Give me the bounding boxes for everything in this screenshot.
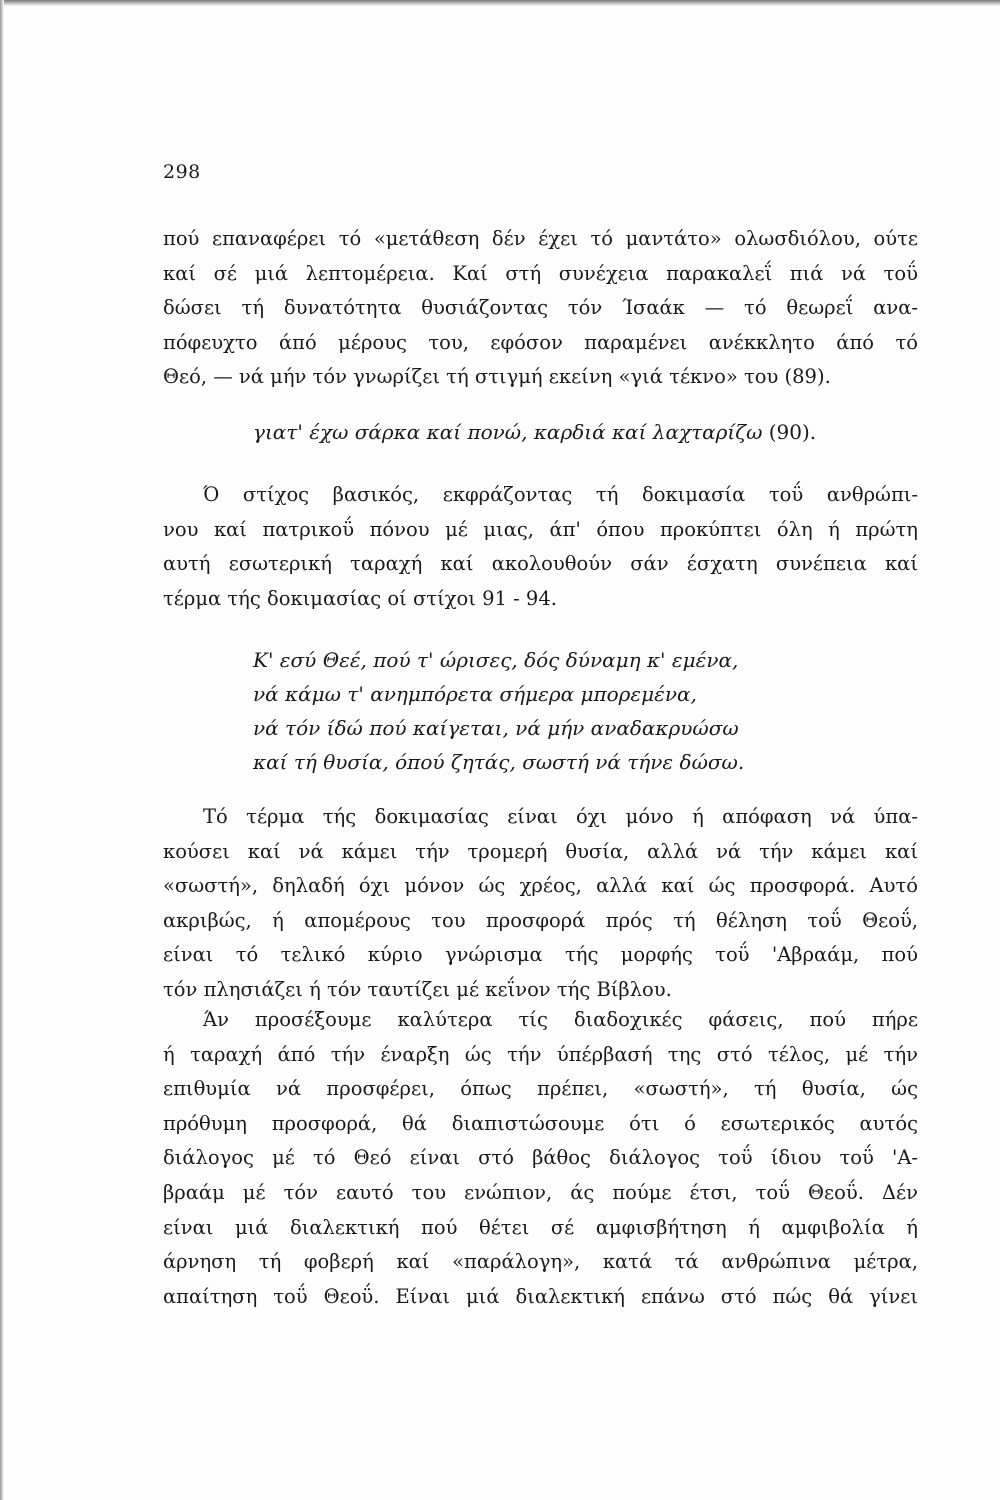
paragraph-3: [163, 800, 918, 1008]
page-left-edge: [0, 0, 4, 1500]
text-line: επιθυμία νά προσφέρει, όπως πρέπει, «σωστή», τή θυσία, ώς: [163, 1077, 918, 1101]
paragraph-4: [163, 1003, 918, 1314]
page-number: 298: [163, 161, 201, 183]
text-line: αυτή εσωτερική ταραχή καί ακολουθούν σάν έσχατη συνέπεια καί: [163, 552, 918, 576]
verse-line: Κ' εσύ Θεέ, πού τ' ώρισες, δός δύναμη κ' εμένα,: [253, 648, 739, 672]
text-line: διάλογος μέ τό Θεό είναι στό βάθος διάλογος τοΰ ίδιου τοΰ 'Α-: [163, 1146, 918, 1170]
text-line: απαίτηση τοΰ Θεοΰ. Είναι μιά διαλεκτική επάνω στό πώς θά γίνει: [163, 1284, 918, 1308]
verse-quote-1: [253, 415, 816, 449]
verse-reference: (90).: [768, 420, 817, 444]
text-line: δώσει τή δυνατότητα θυσιάζοντας τόν Ίσαάκ — τό θεωρεΐ ανα-: [163, 296, 918, 320]
text-line: άρνηση τή φοβερή καί «παράλογη», κατά τά ανθρώπινα μέτρα,: [163, 1250, 918, 1274]
verse-line: γιατ' έχω σάρκα καί πονώ, καρδιά καί λαχταρίζω: [253, 420, 763, 444]
text-line: τόν πλησιάζει ή τόν ταυτίζει μέ κεΐνον τής Βίβλου.: [163, 977, 672, 1001]
text-line: ακριβώς, ή απομέρους του προσφορά πρός τή θέληση τοΰ Θεοΰ,: [163, 908, 918, 932]
text-line: καί σέ μιά λεπτομέρεια. Καί στή συνέχεια παρακαλεΐ πιά νά τοΰ: [163, 261, 918, 285]
paragraph-1: [163, 222, 918, 395]
text-line: Άν προσέξουμε καλύτερα τίς διαδοχικές φάσεις, πού πήρε: [203, 1008, 918, 1031]
verse-line: καί τή θυσία, όπού ζητάς, σωστή νά τήνε δώσω.: [253, 750, 745, 774]
verse-line: νά τόν ίδώ πού καίγεται, νά μήν αναδακρυώσω: [253, 716, 739, 740]
text-line: βραάμ μέ τόν εαυτό του ενώπιον, άς πούμε έτσι, τοΰ Θεοΰ. Δέν: [163, 1180, 918, 1204]
text-line: ή ταραχή άπό τήν έναρξη ώς τήν ύπέρβασή της στό τέλος, μέ τήν: [163, 1042, 918, 1066]
text-line: κούσει καί νά κάμει τήν τρομερή θυσία, αλλά νά τήν κάμει καί: [163, 839, 918, 863]
verse-line: νά κάμω τ' ανημπόρετα σήμερα μπορεμένα,: [253, 682, 697, 706]
text-line: πού επαναφέρει τό «μετάθεση δέν έχει τό μαντάτο» ολωσδιόλου, ούτε: [163, 227, 918, 250]
text-line: Τό τέρμα τής δοκιμασίας είναι όχι μόνο ή απόφαση νά ύπα-: [203, 805, 918, 828]
text-line: πόφευχτο άπό μέρους του, εφόσον παραμένει ανέκκλητο άπό τό: [163, 330, 918, 354]
paragraph-2: [163, 478, 918, 616]
text-line: Θεό, — νά μήν τόν γνωρίζει τή στιγμή εκείνη «γιά τέκνο» του (89).: [163, 365, 831, 389]
text-line: είναι μιά διαλεκτική πού θέτει σέ αμφισβήτηση ή αμφιβολία ή: [163, 1215, 918, 1239]
page-top-edge: [0, 0, 1000, 6]
text-line: πρόθυμη προσφορά, θά διαπιστώσουμε ότι ό εσωτερικός αυτός: [163, 1111, 918, 1135]
text-line: τέρμα τής δοκιμασίας οί στίχοι 91 - 94.: [163, 586, 557, 610]
text-line: νου καί πατρικοΰ πόνου μέ μιας, άπ' όπου προκύπτει όλη ή πρώτη: [163, 517, 918, 541]
text-line: Ό στίχος βασικός, εκφράζοντας τή δοκιμασία τοΰ ανθρώπι-: [203, 483, 918, 506]
text-line: «σωστή», δηλαδή όχι μόνον ώς χρέος, αλλά καί ώς προσφορά. Αυτό: [163, 874, 918, 898]
verse-quote-2: [253, 643, 744, 779]
text-line: είναι τό τελικό κύριο γνώρισμα τής μορφής τοΰ 'Αβραάμ, πού: [163, 943, 918, 967]
